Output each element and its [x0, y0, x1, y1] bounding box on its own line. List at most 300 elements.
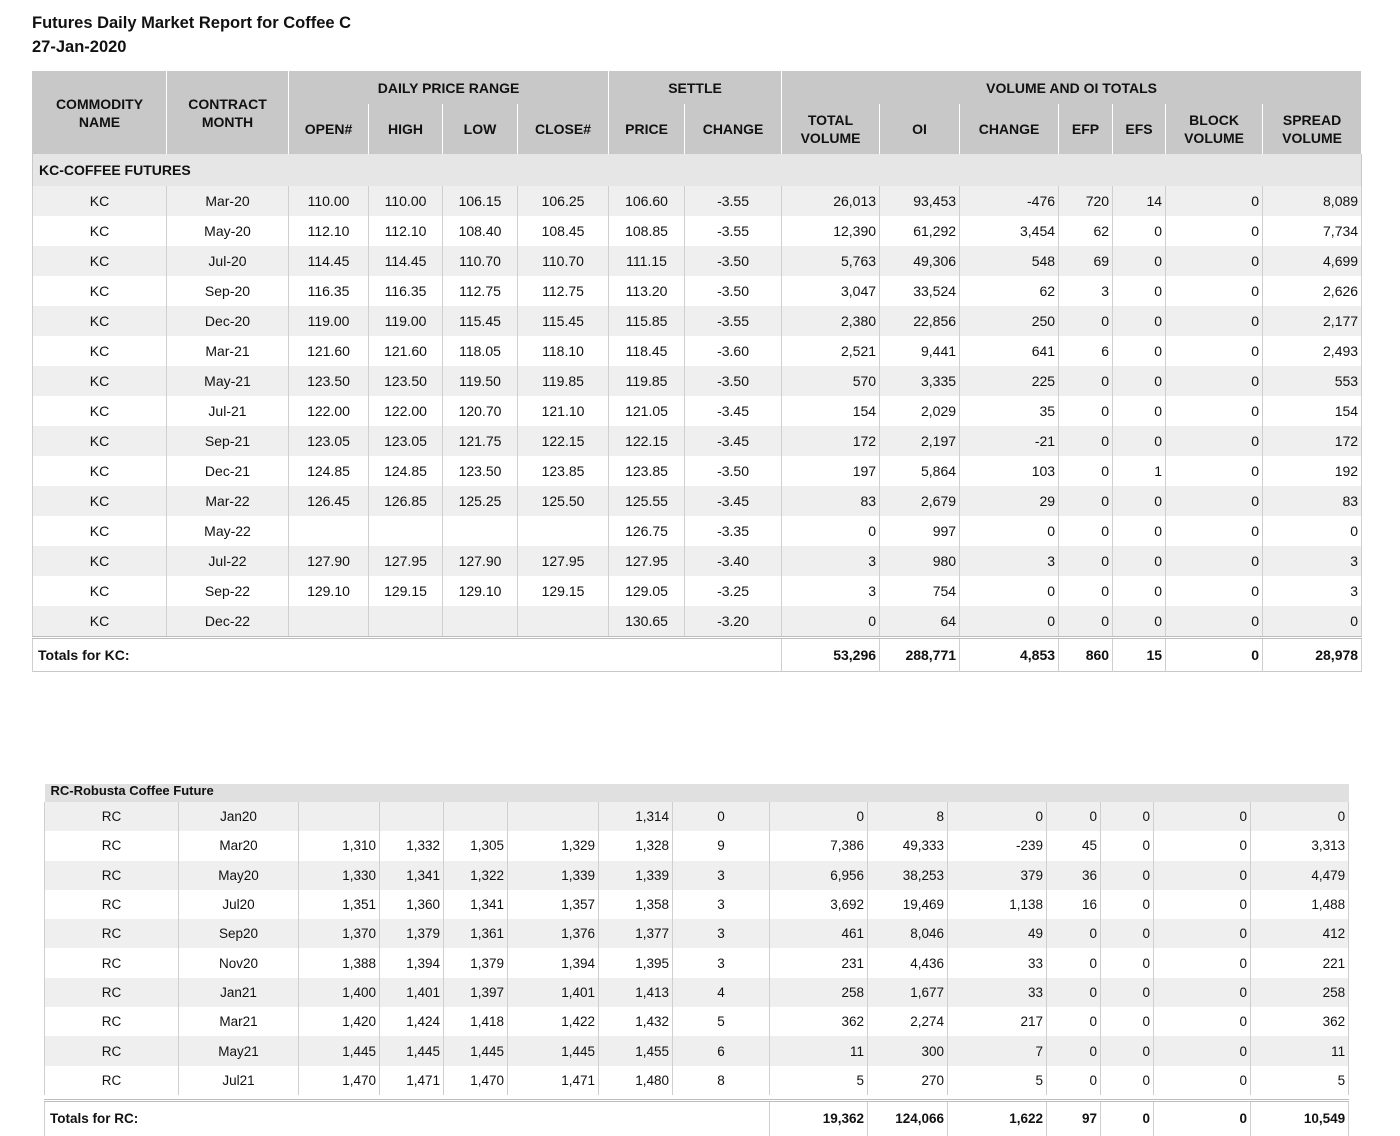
table-cell: 1,339: [508, 861, 599, 890]
table-row: [45, 1007, 1349, 1036]
header-open: OPEN#: [289, 104, 369, 154]
table-cell: 0: [1059, 546, 1113, 576]
table-cell: Mar20: [179, 831, 299, 860]
table-cell: 119.00: [289, 306, 369, 336]
table-cell: 4,699: [1263, 246, 1362, 276]
table-cell: 112.75: [443, 276, 518, 306]
table-cell: RC: [45, 890, 179, 919]
table-cell: 1,400: [299, 978, 380, 1007]
table-cell: 127.95: [609, 546, 685, 576]
totals-cell: 10,549: [1251, 1100, 1349, 1136]
table-cell: 1,377: [599, 919, 673, 948]
table-cell: 461: [770, 919, 868, 948]
table-cell: 0: [1059, 456, 1113, 486]
table-cell: 221: [1251, 948, 1349, 977]
table-cell: KC: [33, 426, 167, 456]
table-cell: RC: [45, 861, 179, 890]
totals-cell: 53,296: [782, 638, 880, 672]
table-cell: 0: [1263, 606, 1362, 638]
table-cell: 127.90: [289, 546, 369, 576]
table-cell: 641: [960, 336, 1059, 366]
table-cell: May21: [179, 1036, 299, 1065]
table-cell: 106.25: [518, 186, 609, 216]
table-cell: RC: [45, 1066, 179, 1095]
table-cell: -3.45: [685, 396, 782, 426]
table-cell: 118.10: [518, 336, 609, 366]
table-cell: 258: [1251, 978, 1349, 1007]
table-cell: 0: [1113, 516, 1166, 546]
table-cell: 1,445: [380, 1036, 444, 1065]
header-low: LOW: [443, 104, 518, 154]
table-cell: 83: [782, 486, 880, 516]
header-efs: EFS: [1113, 104, 1166, 154]
table-cell: 5: [948, 1066, 1047, 1095]
table-row: [33, 576, 1362, 606]
table-cell: 4: [673, 978, 770, 1007]
table-cell: 9: [673, 831, 770, 860]
table-cell: [380, 802, 444, 831]
table-cell: 108.45: [518, 216, 609, 246]
table-cell: 110.00: [289, 186, 369, 216]
table-cell: 0: [960, 606, 1059, 638]
header-oi: OI: [880, 104, 960, 154]
table-cell: 116.35: [369, 276, 443, 306]
table-cell: 0: [1154, 890, 1251, 919]
table-cell: RC: [45, 802, 179, 831]
table-cell: 122.15: [609, 426, 685, 456]
table-cell: 1,432: [599, 1007, 673, 1036]
table-cell: 0: [1154, 978, 1251, 1007]
table-cell: 0: [1166, 246, 1263, 276]
table-cell: 0: [1047, 919, 1101, 948]
table-cell: 64: [880, 606, 960, 638]
totals-cell: 15: [1113, 638, 1166, 672]
table-cell: KC: [33, 606, 167, 638]
table-cell: Sep-20: [167, 276, 289, 306]
table-cell: 110.70: [518, 246, 609, 276]
table-cell: 1,471: [380, 1066, 444, 1095]
table-cell: 0: [1113, 606, 1166, 638]
table-cell: 0: [782, 516, 880, 546]
table-cell: -3.55: [685, 306, 782, 336]
table-cell: -3.55: [685, 186, 782, 216]
table-cell: RC: [45, 831, 179, 860]
table-cell: 0: [1263, 516, 1362, 546]
table-cell: 0: [1166, 186, 1263, 216]
table-cell: 172: [782, 426, 880, 456]
table-cell: 5,864: [880, 456, 960, 486]
table-cell: 16: [1047, 890, 1101, 919]
table-cell: RC: [45, 978, 179, 1007]
table-cell: 1,351: [299, 890, 380, 919]
table-cell: Mar-22: [167, 486, 289, 516]
table-cell: 1,445: [299, 1036, 380, 1065]
table-cell: 720: [1059, 186, 1113, 216]
report-date: 27-Jan-2020: [32, 38, 127, 56]
table-cell: KC: [33, 576, 167, 606]
header-commodity-name: COMMODITY NAME: [33, 72, 167, 155]
table-cell: 0: [1101, 802, 1154, 831]
table-cell: 129.10: [443, 576, 518, 606]
table-cell: 119.85: [518, 366, 609, 396]
table-cell: 0: [1154, 919, 1251, 948]
table-cell: 0: [1166, 546, 1263, 576]
table-cell: 116.35: [289, 276, 369, 306]
table-cell: 1,422: [508, 1007, 599, 1036]
table-cell: 4,479: [1251, 861, 1349, 890]
table-cell: 119.00: [369, 306, 443, 336]
totals-cell: 4,853: [960, 638, 1059, 672]
table-cell: -3.55: [685, 216, 782, 246]
table-cell: 112.10: [289, 216, 369, 246]
table-row: [45, 919, 1349, 948]
table-cell: 0: [1059, 516, 1113, 546]
table-cell: 3: [673, 948, 770, 977]
table-cell: 0: [1154, 1066, 1251, 1095]
table-cell: 115.45: [518, 306, 609, 336]
header-volume-oi-totals: VOLUME AND OI TOTALS: [782, 72, 1362, 105]
table-cell: [508, 802, 599, 831]
table-cell: 0: [948, 802, 1047, 831]
table-cell: -3.25: [685, 576, 782, 606]
table-cell: 0: [960, 516, 1059, 546]
table-cell: 118.05: [443, 336, 518, 366]
table-cell: 2,197: [880, 426, 960, 456]
table-cell: 11: [1251, 1036, 1349, 1065]
table-cell: 69: [1059, 246, 1113, 276]
table-cell: 123.05: [369, 426, 443, 456]
table-cell: 123.50: [443, 456, 518, 486]
table-cell: 1,360: [380, 890, 444, 919]
table-cell: 154: [1263, 396, 1362, 426]
table-cell: 0: [1166, 576, 1263, 606]
table-cell: 362: [1251, 1007, 1349, 1036]
table-cell: 3: [782, 576, 880, 606]
table-cell: 115.45: [443, 306, 518, 336]
table-cell: Jul-20: [167, 246, 289, 276]
table-cell: Dec-20: [167, 306, 289, 336]
table-cell: 129.05: [609, 576, 685, 606]
table-cell: KC: [33, 456, 167, 486]
table-cell: 1,388: [299, 948, 380, 977]
table-cell: 114.45: [289, 246, 369, 276]
table-cell: 1,314: [599, 802, 673, 831]
table-cell: 108.40: [443, 216, 518, 246]
table-cell: 3,047: [782, 276, 880, 306]
table-cell: 127.90: [443, 546, 518, 576]
table-cell: 0: [1101, 978, 1154, 1007]
table-cell: 62: [1059, 216, 1113, 246]
table-row: [33, 606, 1362, 638]
table-cell: 1,395: [599, 948, 673, 977]
table-cell: 49: [948, 919, 1047, 948]
table-cell: KC: [33, 486, 167, 516]
table-cell: 124.85: [289, 456, 369, 486]
table-cell: May-22: [167, 516, 289, 546]
table-cell: 1,138: [948, 890, 1047, 919]
table-row: [45, 1066, 1349, 1095]
table-row: [33, 186, 1362, 216]
table-cell: 6: [673, 1036, 770, 1065]
table-cell: [518, 516, 609, 546]
table-cell: -3.20: [685, 606, 782, 638]
table-cell: 1,394: [508, 948, 599, 977]
table-cell: 2,177: [1263, 306, 1362, 336]
table-row: [33, 366, 1362, 396]
table-cell: 121.05: [609, 396, 685, 426]
table-cell: -3.50: [685, 276, 782, 306]
table-cell: [518, 606, 609, 638]
table-cell: 225: [960, 366, 1059, 396]
table-cell: 0: [1101, 1066, 1154, 1095]
table-cell: 119.85: [609, 366, 685, 396]
table-cell: 0: [1113, 396, 1166, 426]
table-cell: 3,692: [770, 890, 868, 919]
table-cell: 1,339: [599, 861, 673, 890]
table-cell: 1,480: [599, 1066, 673, 1095]
table-cell: 106.15: [443, 186, 518, 216]
totals-label: Totals for KC:: [33, 638, 782, 672]
table-cell: 0: [1166, 336, 1263, 366]
table-cell: 5: [1251, 1066, 1349, 1095]
table-cell: 980: [880, 546, 960, 576]
table-cell: 1,445: [508, 1036, 599, 1065]
table-cell: 172: [1263, 426, 1362, 456]
table-cell: 1,376: [508, 919, 599, 948]
table-cell: 0: [1154, 831, 1251, 860]
table-cell: 0: [1059, 486, 1113, 516]
table-cell: KC: [33, 216, 167, 246]
table-cell: KC: [33, 336, 167, 366]
table-cell: 4,436: [868, 948, 948, 977]
table-cell: 0: [1166, 426, 1263, 456]
table-cell: 123.05: [289, 426, 369, 456]
table-row: [45, 1036, 1349, 1065]
table-cell: 1,424: [380, 1007, 444, 1036]
table-cell: 0: [1059, 426, 1113, 456]
table-row: [45, 948, 1349, 977]
table-cell: 123.85: [518, 456, 609, 486]
table-cell: 93,453: [880, 186, 960, 216]
table-cell: 1,455: [599, 1036, 673, 1065]
table-cell: 154: [782, 396, 880, 426]
table-cell: 0: [960, 576, 1059, 606]
table-cell: 1,332: [380, 831, 444, 860]
table-cell: 123.50: [369, 366, 443, 396]
table-cell: 115.85: [609, 306, 685, 336]
table-row: [33, 456, 1362, 486]
table-cell: Jul20: [179, 890, 299, 919]
table-cell: 1,370: [299, 919, 380, 948]
table-row: [33, 516, 1362, 546]
table-cell: 0: [1166, 306, 1263, 336]
table-cell: RC: [45, 919, 179, 948]
table-cell: [289, 516, 369, 546]
table-cell: Dec-22: [167, 606, 289, 638]
totals-cell: 0: [1166, 638, 1263, 672]
table-cell: 3: [673, 861, 770, 890]
table-cell: 130.65: [609, 606, 685, 638]
header-total-volume: TOTAL VOLUME: [782, 104, 880, 154]
table-cell: 0: [1047, 1066, 1101, 1095]
table-cell: KC: [33, 246, 167, 276]
table-cell: May-20: [167, 216, 289, 246]
table-cell: 548: [960, 246, 1059, 276]
table-cell: 118.45: [609, 336, 685, 366]
totals-cell: 28,978: [1263, 638, 1362, 672]
table-cell: Sep-21: [167, 426, 289, 456]
table-cell: 123.50: [289, 366, 369, 396]
kc-section-label: KC-COFFEE FUTURES: [33, 154, 1362, 186]
table-cell: Dec-21: [167, 456, 289, 486]
table-cell: 129.15: [369, 576, 443, 606]
table-cell: 1,379: [380, 919, 444, 948]
table-cell: 120.70: [443, 396, 518, 426]
table-cell: 122.00: [289, 396, 369, 426]
table-cell: 5: [673, 1007, 770, 1036]
header-contract-month: CONTRACT MONTH: [167, 72, 289, 155]
table-cell: 1,401: [508, 978, 599, 1007]
table-cell: 126.45: [289, 486, 369, 516]
table-cell: 0: [1059, 576, 1113, 606]
header-block-volume: BLOCK VOLUME: [1166, 104, 1263, 154]
table-cell: 0: [1154, 1007, 1251, 1036]
table-cell: [444, 802, 508, 831]
table-cell: 0: [1059, 366, 1113, 396]
table-cell: 0: [1154, 948, 1251, 977]
table-cell: 3: [673, 919, 770, 948]
table-cell: KC: [33, 186, 167, 216]
table-cell: 45: [1047, 831, 1101, 860]
table-cell: -3.45: [685, 426, 782, 456]
table-cell: 258: [770, 978, 868, 1007]
table-cell: [289, 606, 369, 638]
table-cell: 8,046: [868, 919, 948, 948]
table-cell: 0: [1059, 606, 1113, 638]
table-cell: [369, 606, 443, 638]
table-cell: 33,524: [880, 276, 960, 306]
table-cell: 49,306: [880, 246, 960, 276]
table-cell: [299, 802, 380, 831]
table-cell: 1,488: [1251, 890, 1349, 919]
table-cell: 270: [868, 1066, 948, 1095]
table-cell: 3: [960, 546, 1059, 576]
table-cell: -3.50: [685, 456, 782, 486]
table-row: [33, 396, 1362, 426]
table-cell: 1,310: [299, 831, 380, 860]
table-cell: 197: [782, 456, 880, 486]
table-cell: 0: [1113, 336, 1166, 366]
table-cell: 110.00: [369, 186, 443, 216]
table-cell: 33: [948, 948, 1047, 977]
totals-cell: 0: [1101, 1100, 1154, 1136]
table-cell: 1,470: [299, 1066, 380, 1095]
table-cell: 0: [1113, 576, 1166, 606]
table-row: [45, 831, 1349, 860]
table-cell: 121.60: [369, 336, 443, 366]
table-cell: KC: [33, 546, 167, 576]
table-cell: 1,470: [444, 1066, 508, 1095]
table-row: [45, 861, 1349, 890]
table-cell: 0: [1166, 216, 1263, 246]
table-cell: -3.50: [685, 366, 782, 396]
table-row: [45, 890, 1349, 919]
table-cell: Jul-22: [167, 546, 289, 576]
table-cell: Nov20: [179, 948, 299, 977]
table-cell: 114.45: [369, 246, 443, 276]
table-cell: 5,763: [782, 246, 880, 276]
header-spread-volume: SPREAD VOLUME: [1263, 104, 1362, 154]
table-cell: 0: [1113, 216, 1166, 246]
table-cell: 112.10: [369, 216, 443, 246]
totals-cell: 1,622: [948, 1100, 1047, 1136]
table-cell: 0: [1059, 306, 1113, 336]
table-cell: 192: [1263, 456, 1362, 486]
table-cell: 2,679: [880, 486, 960, 516]
table-cell: 0: [1113, 426, 1166, 456]
table-cell: 0: [1101, 1036, 1154, 1065]
table-cell: 125.55: [609, 486, 685, 516]
table-cell: Mar-20: [167, 186, 289, 216]
table-cell: 0: [1166, 366, 1263, 396]
table-cell: 33: [948, 978, 1047, 1007]
table-cell: 0: [1166, 396, 1263, 426]
table-cell: 121.75: [443, 426, 518, 456]
table-cell: 126.85: [369, 486, 443, 516]
totals-cell: 124,066: [868, 1100, 948, 1136]
table-row: [33, 246, 1362, 276]
table-cell: 103: [960, 456, 1059, 486]
totals-row: [45, 1100, 1349, 1136]
table-cell: KC: [33, 396, 167, 426]
table-cell: Sep-22: [167, 576, 289, 606]
table-cell: -3.45: [685, 486, 782, 516]
table-cell: 123.85: [609, 456, 685, 486]
table-cell: 0: [1166, 516, 1263, 546]
table-cell: 129.15: [518, 576, 609, 606]
table-cell: 379: [948, 861, 1047, 890]
table-row: [33, 306, 1362, 336]
table-cell: 250: [960, 306, 1059, 336]
table-cell: 1,329: [508, 831, 599, 860]
table-cell: 1,305: [444, 831, 508, 860]
table-cell: 29: [960, 486, 1059, 516]
table-cell: 0: [1154, 1036, 1251, 1065]
table-cell: 1,418: [444, 1007, 508, 1036]
table-cell: 3,313: [1251, 831, 1349, 860]
table-cell: 0: [1101, 1007, 1154, 1036]
table-cell: 0: [1154, 802, 1251, 831]
table-cell: -3.35: [685, 516, 782, 546]
table-cell: 113.20: [609, 276, 685, 306]
table-cell: 0: [1059, 396, 1113, 426]
table-cell: 0: [1047, 1007, 1101, 1036]
table-cell: 35: [960, 396, 1059, 426]
header-close: CLOSE#: [518, 104, 609, 154]
table-cell: 7,734: [1263, 216, 1362, 246]
table-cell: 121.10: [518, 396, 609, 426]
table-cell: RC: [45, 1007, 179, 1036]
table-cell: 0: [770, 802, 868, 831]
table-cell: 62: [960, 276, 1059, 306]
table-cell: 553: [1263, 366, 1362, 396]
table-cell: Mar21: [179, 1007, 299, 1036]
table-cell: 2,029: [880, 396, 960, 426]
table-cell: 0: [1113, 306, 1166, 336]
table-cell: 9,441: [880, 336, 960, 366]
table-cell: 1,379: [444, 948, 508, 977]
table-cell: -239: [948, 831, 1047, 860]
